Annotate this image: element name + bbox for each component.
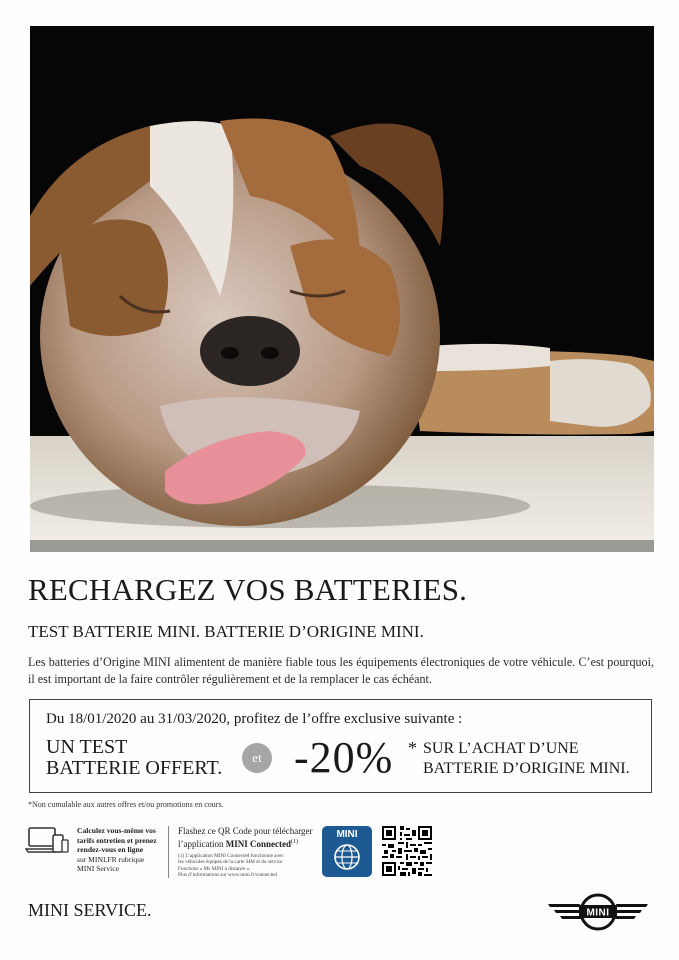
divider xyxy=(168,826,169,878)
discount-asterisk: * xyxy=(408,738,417,758)
subtitle: TEST BATTERIE MINI. BATTERIE D’ORIGINE MINI. xyxy=(28,622,424,641)
qr-instructions xyxy=(178,826,318,879)
app-icon-label: MINI xyxy=(336,829,358,840)
purchase-line-2: BATTERIE D’ORIGINE MINI. xyxy=(423,760,630,777)
bulldog-illustration xyxy=(30,26,654,540)
calc-line-3: rendez-vous en ligne xyxy=(77,845,144,854)
page-title: RECHARGEZ VOS BATTERIES. xyxy=(28,572,468,607)
footer-service-label: MINI SERVICE. xyxy=(28,900,152,920)
discount-value: -20% xyxy=(294,733,394,782)
connector-badge: et xyxy=(242,743,272,773)
calc-line-5: MINI Service xyxy=(77,864,119,873)
qr-legal: (1) L’application MINI Connected fonctionne avec les véhicules équipés de la carte SIM et du service Fonctions « Ms MINI à distance ». Plus d’informations sur www.mini.fr/connected xyxy=(178,853,284,879)
free-test-line-2: BATTERIE OFFERT. xyxy=(46,757,223,779)
offer-box xyxy=(29,699,652,793)
globe-icon xyxy=(322,826,372,877)
qr-line-1: Flashez ce QR Code pour télécharger xyxy=(178,826,313,836)
offer-period: Du 18/01/2020 au 31/03/2020, profitez de l’offre exclusive suivante : xyxy=(46,711,463,727)
free-test-line-1: UN TEST xyxy=(46,736,128,758)
free-test-text xyxy=(46,737,222,779)
purchase-text xyxy=(423,739,630,779)
calc-line-4: sur MINI.FR rubrique xyxy=(77,854,145,864)
calc-line-2: tarifs entretien et prenez xyxy=(77,835,157,845)
devices-icon xyxy=(25,826,69,856)
mini-wings-logo xyxy=(546,892,650,932)
logo-text: MINI xyxy=(586,907,610,919)
qr-code[interactable] xyxy=(382,826,432,876)
photo-band xyxy=(30,540,654,552)
calc-text xyxy=(77,826,157,874)
hero-photo xyxy=(30,26,654,540)
intro-paragraph: Les batteries d’Origine MINI alimentent de manière fiable tous les équipements électroniques de votre véhicule. C’est pourquoi, il est important de la faire contrôler régulièrement et de la remplacer le cas échéant. xyxy=(28,655,654,686)
calc-line-1: Calculez vous-même vos xyxy=(77,826,156,835)
mini-connected-app-icon[interactable] xyxy=(322,826,372,877)
disclaimer: *Non cumulable aux autres offres et/ou promotions en cours. xyxy=(28,800,224,809)
purchase-line-1: SUR L’ACHAT D’UNE xyxy=(423,740,579,757)
qr-line-2: l’application MINI Connected$^{(1)}$ xyxy=(178,838,298,849)
